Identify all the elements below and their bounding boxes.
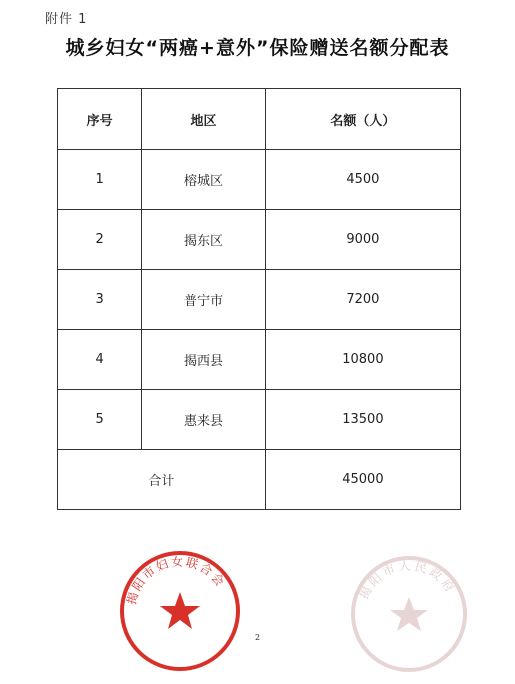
table-row	[58, 270, 461, 330]
page-number: 2	[254, 633, 261, 642]
table-row	[58, 390, 461, 450]
row-quota: 10800	[265, 330, 460, 390]
header-no: 序号	[58, 89, 142, 150]
header-quota: 名额（人）	[265, 89, 460, 150]
table-total-row	[58, 450, 461, 510]
table-row	[58, 150, 461, 210]
total-value: 45000	[265, 450, 460, 510]
row-region: 揭西县	[142, 330, 266, 390]
row-no: 5	[58, 390, 142, 450]
star-icon	[390, 597, 428, 631]
row-region: 揭东区	[142, 210, 266, 270]
row-quota: 7200	[265, 270, 460, 330]
table-row	[58, 330, 461, 390]
header-region: 地区	[142, 89, 266, 150]
official-seal-left	[117, 548, 243, 674]
row-no: 2	[58, 210, 142, 270]
total-label: 合计	[58, 450, 266, 510]
row-quota: 13500	[265, 390, 460, 450]
quota-table	[57, 88, 461, 510]
seal-left-text: 揭阳市妇女联合会	[124, 554, 229, 607]
table-row	[58, 210, 461, 270]
row-quota: 9000	[265, 210, 460, 270]
row-region: 榕城区	[142, 150, 266, 210]
row-quota: 4500	[265, 150, 460, 210]
row-region: 普宁市	[142, 270, 266, 330]
row-region: 惠来县	[142, 390, 266, 450]
seal-right-text: 揭阳市人民政府	[356, 558, 459, 602]
star-icon	[160, 592, 200, 629]
table-header-row	[58, 89, 461, 150]
row-no: 1	[58, 150, 142, 210]
row-no: 4	[58, 330, 142, 390]
document-title: 城乡妇女“两癌+意外”保险赠送名额分配表	[65, 37, 450, 59]
row-no: 3	[58, 270, 142, 330]
attachment-label: 附件 1	[45, 12, 88, 27]
official-seal-right	[348, 553, 470, 675]
